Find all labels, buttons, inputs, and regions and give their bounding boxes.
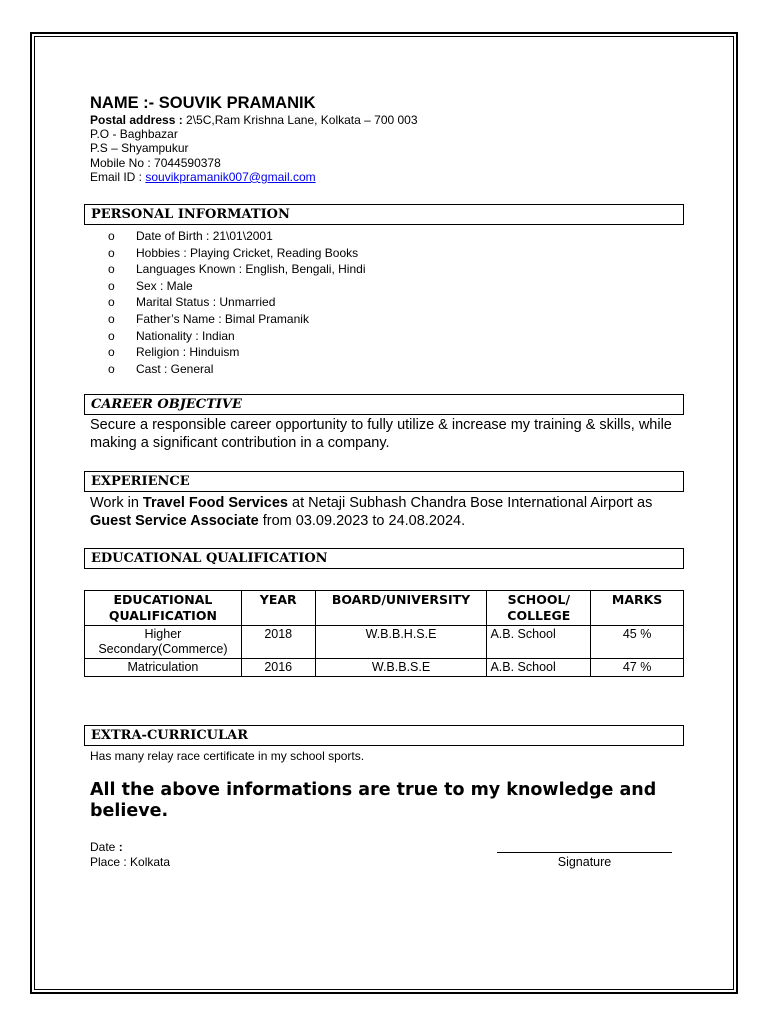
list-item: o Date of Birth : 21\01\2001	[108, 229, 273, 243]
list-item: o Sex : Male	[108, 278, 193, 293]
list-item: o Religion : Hinduism	[108, 345, 240, 360]
postal-address: Postal address : 2\5C,Ram Krishna Lane, Kolkata – 700 003	[90, 113, 418, 127]
cell-qualification: Higher Secondary(Commerce)	[85, 626, 242, 659]
cell-qualification: Matriculation	[85, 659, 242, 677]
table-row	[85, 626, 684, 659]
email-line: Email ID : souvikpramanik007@gmail.com	[90, 169, 316, 184]
section-career-objective: CAREER OBJECTIVE	[84, 394, 684, 415]
signature-line	[497, 852, 672, 853]
email-link[interactable]: souvikpramanik007@gmail.com	[145, 169, 316, 184]
cell-board: W.B.B.S.E	[315, 659, 487, 677]
police-station: P.S – Shyampukur	[90, 141, 189, 156]
post-office: P.O - Baghbazar	[90, 127, 178, 142]
experience-text: Work in Travel Food Services at Netaji Subhash Chandra Bose International Airport as Guest Service Associate from 03.09.2023 to 24.08.2024.	[90, 495, 653, 529]
declaration-text: All the above informations are true to my knowledge and believe.	[90, 780, 657, 821]
cell-marks: 47 %	[591, 659, 684, 677]
section-educational-qualification: EDUCATIONAL QUALIFICATION	[84, 548, 684, 569]
place-line: Place : Kolkata	[90, 855, 171, 869]
table-row	[85, 659, 684, 677]
list-item: o Nationality : Indian	[108, 328, 235, 343]
header-marks: MARKS	[591, 591, 684, 626]
cell-school: A.B. School	[487, 626, 591, 659]
header-board: BOARD/UNIVERSITY	[315, 591, 487, 626]
list-item: o Father’s Name : Bimal Pramanik	[108, 311, 309, 326]
cell-marks: 45 %	[591, 626, 684, 659]
cell-year: 2018	[241, 626, 315, 659]
career-objective-text: Secure a responsible career opportunity to fully utilize & increase my training & skills, while making a significant contribution in a company.	[90, 417, 672, 451]
list-item: o Languages Known : English, Bengali, Hindi	[108, 262, 366, 277]
header-year: YEAR	[241, 591, 315, 626]
section-extra-curricular: EXTRA-CURRICULAR	[84, 725, 684, 746]
extra-curricular-text: Has many relay race certificate in my school sports.	[90, 749, 365, 763]
education-table	[84, 590, 684, 677]
table-header-row	[85, 591, 684, 626]
cell-school: A.B. School	[487, 659, 591, 677]
cell-board: W.B.B.H.S.E	[315, 626, 487, 659]
contact-header	[90, 94, 684, 184]
date-line: Date :	[90, 840, 123, 854]
header-school: SCHOOL/ COLLEGE	[487, 591, 591, 626]
mobile-number: Mobile No : 7044590378	[90, 155, 221, 170]
section-personal-information: PERSONAL INFORMATION	[84, 204, 684, 225]
section-experience: EXPERIENCE	[84, 471, 684, 492]
cell-year: 2016	[241, 659, 315, 677]
personal-info-list	[108, 228, 366, 377]
list-item: o Hobbies : Playing Cricket, Reading Books	[108, 245, 359, 260]
header-qualification: EDUCATIONAL QUALIFICATION	[85, 591, 242, 626]
signature-label: Signature	[557, 855, 612, 869]
list-item: o Marital Status : Unmarried	[108, 295, 276, 310]
candidate-name: NAME :- SOUVIK PRAMANIK	[90, 94, 316, 112]
list-item: o Cast : General	[108, 361, 214, 376]
